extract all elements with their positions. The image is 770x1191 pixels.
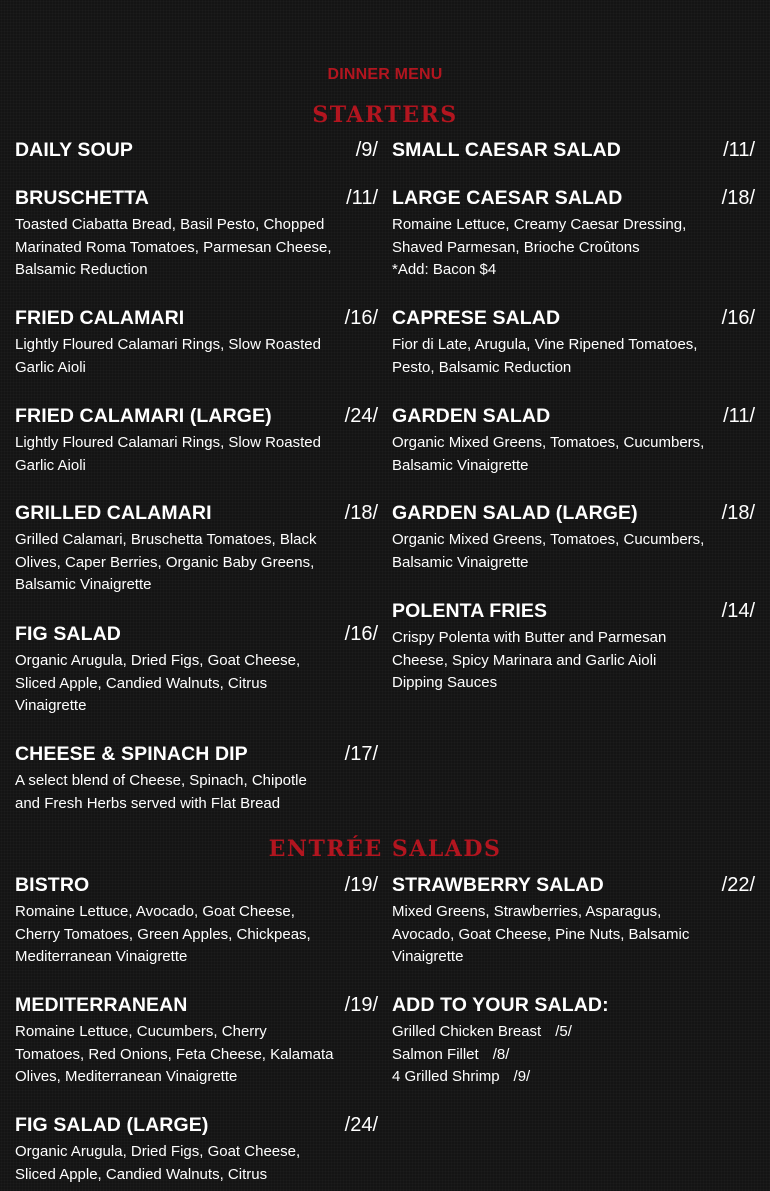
item-description: Organic Mixed Greens, Tomatoes, Cucumbers, Balsamic Vinaigrette bbox=[392, 531, 705, 571]
item-name: BISTRO bbox=[15, 874, 90, 896]
item-name: CHEESE & SPINACH DIP bbox=[15, 743, 248, 765]
add-on-price: /8/ bbox=[492, 1045, 510, 1063]
menu-item bbox=[15, 500, 378, 597]
item-name: LARGE CAESAR SALAD bbox=[392, 187, 623, 209]
item-price: /11/ bbox=[723, 405, 755, 427]
item-name: FRIED CALAMARI (LARGE) bbox=[15, 405, 272, 427]
item-description: Crispy Polenta with Butter and Parmesan Cheese, Spicy Marinara and Garlic Aioli Dipping Sauces bbox=[392, 629, 667, 691]
add-on-list bbox=[392, 1021, 755, 1089]
add-on-title: ADD TO YOUR SALAD: bbox=[392, 994, 609, 1016]
add-on-name: Grilled Chicken Breast bbox=[392, 1023, 542, 1040]
item-price: /18/ bbox=[721, 187, 755, 209]
item-name: GRILLED CALAMARI bbox=[15, 502, 212, 524]
item-price: /16/ bbox=[344, 307, 378, 329]
item-price: /18/ bbox=[721, 502, 755, 524]
menu-item bbox=[392, 185, 755, 282]
item-description: Organic Arugula, Dried Figs, Goat Cheese, Sliced Apple, Candied Walnuts, Citrus bbox=[15, 1143, 301, 1183]
menu-item bbox=[15, 992, 378, 1089]
menu-item bbox=[392, 305, 755, 379]
add-on-name: Salmon Fillet bbox=[392, 1045, 479, 1063]
item-name: BRUSCHETTA bbox=[15, 187, 149, 209]
add-on-item bbox=[392, 1066, 755, 1089]
item-description: Fior di Late, Arugula, Vine Ripened Tomatoes, Pesto, Balsamic Reduction bbox=[392, 336, 698, 376]
item-description: Organic Mixed Greens, Tomatoes, Cucumbers, Balsamic Vinaigrette bbox=[392, 434, 705, 474]
item-name: GARDEN SALAD bbox=[392, 405, 551, 427]
item-name: FIG SALAD bbox=[15, 623, 121, 645]
section-heading-starters: STARTERS bbox=[312, 102, 458, 128]
item-price: /9/ bbox=[355, 139, 378, 161]
item-name: CAPRESE SALAD bbox=[392, 307, 561, 329]
item-name: FRIED CALAMARI bbox=[15, 307, 185, 329]
item-price: /19/ bbox=[344, 994, 378, 1016]
menu-item bbox=[392, 403, 755, 477]
item-price: /19/ bbox=[344, 874, 378, 896]
item-description: Lightly Floured Calamari Rings, Slow Roasted Garlic Aioli bbox=[15, 336, 321, 376]
add-on-name: 4 Grilled Shrimp bbox=[392, 1068, 500, 1085]
menu-title: DINNER MENU bbox=[327, 66, 443, 83]
item-price: /24/ bbox=[344, 1114, 378, 1136]
item-name: POLENTA FRIES bbox=[392, 600, 548, 622]
item-name: GARDEN SALAD (LARGE) bbox=[392, 502, 638, 524]
menu-item bbox=[392, 872, 755, 969]
item-name: DAILY SOUP bbox=[15, 139, 134, 161]
item-description: Grilled Calamari, Bruschetta Tomatoes, Black Olives, Caper Berries, Organic Baby Greens, Balsamic Vinaigrette bbox=[15, 531, 317, 593]
item-price: /24/ bbox=[344, 405, 378, 427]
menu-item bbox=[15, 185, 378, 282]
menu-item bbox=[15, 621, 378, 718]
section-heading-entree-salads: ENTRÉE SALADS bbox=[268, 836, 502, 862]
menu-item bbox=[15, 1112, 378, 1186]
item-description: Romaine Lettuce, Creamy Caesar Dressing, Shaved Parmesan, Brioche Croûtons bbox=[392, 216, 687, 256]
menu-item bbox=[392, 137, 755, 163]
item-price: /11/ bbox=[346, 187, 378, 209]
item-extra-note: *Add: Bacon $4 bbox=[392, 261, 497, 278]
add-on-item bbox=[392, 1044, 755, 1067]
item-description: Mixed Greens, Strawberries, Asparagus, Avocado, Goat Cheese, Pine Nuts, Balsamic Vinaigrette bbox=[392, 903, 690, 965]
item-name: SMALL CAESAR SALAD bbox=[392, 139, 621, 161]
item-name: STRAWBERRY SALAD bbox=[392, 874, 604, 896]
menu-item bbox=[392, 598, 755, 695]
menu-item bbox=[15, 403, 378, 477]
add-on-section bbox=[392, 992, 755, 1089]
item-description: Organic Arugula, Dried Figs, Goat Cheese, Sliced Apple, Candied Walnuts, Citrus Vinaigrette bbox=[15, 652, 301, 714]
menu-item bbox=[15, 872, 378, 969]
menu-item bbox=[392, 500, 755, 574]
item-description: Romaine Lettuce, Cucumbers, Cherry Tomatoes, Red Onions, Feta Cheese, Kalamata Olives, Mediterranean Vinaigrette bbox=[15, 1023, 334, 1085]
item-description: Lightly Floured Calamari Rings, Slow Roasted Garlic Aioli bbox=[15, 434, 321, 474]
item-price: /22/ bbox=[721, 874, 755, 896]
item-price: /16/ bbox=[721, 307, 755, 329]
item-price: /14/ bbox=[721, 600, 755, 622]
item-price: /18/ bbox=[344, 502, 378, 524]
menu-item bbox=[15, 305, 378, 379]
add-on-price: /9/ bbox=[513, 1068, 531, 1085]
item-name: MEDITERRANEAN bbox=[15, 994, 188, 1016]
menu-item bbox=[15, 741, 378, 815]
item-price: /17/ bbox=[344, 743, 378, 765]
item-description: A select blend of Cheese, Spinach, Chipotle and Fresh Herbs served with Flat Bread bbox=[15, 772, 307, 812]
item-description: Romaine Lettuce, Avocado, Goat Cheese, Cherry Tomatoes, Green Apples, Chickpeas, Mediterranean Vinaigrette bbox=[15, 903, 311, 965]
item-price: /11/ bbox=[723, 139, 755, 161]
add-on-price: /5/ bbox=[555, 1023, 572, 1040]
add-on-item bbox=[392, 1021, 755, 1044]
item-description: Toasted Ciabatta Bread, Basil Pesto, Chopped Marinated Roma Tomatoes, Parmesan Cheese, Balsamic Reduction bbox=[15, 216, 332, 278]
item-name: FIG SALAD (LARGE) bbox=[15, 1114, 209, 1136]
item-price: /16/ bbox=[344, 623, 378, 645]
menu-item bbox=[15, 137, 378, 163]
